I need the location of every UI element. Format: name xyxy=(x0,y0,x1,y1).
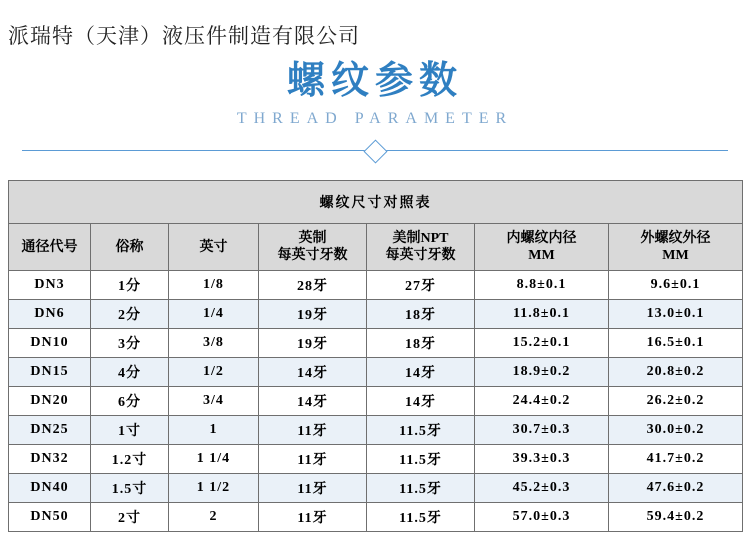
cell-bsp-tpi: 14牙 xyxy=(259,387,367,416)
cell-dn: DN10 xyxy=(9,329,91,358)
cell-npt-tpi: 11.5牙 xyxy=(367,474,475,503)
cell-inch: 2 xyxy=(169,503,259,532)
cell-common-name: 3分 xyxy=(91,329,169,358)
cell-inch: 1/8 xyxy=(169,271,259,300)
cell-inch: 3/8 xyxy=(169,329,259,358)
page-title: 螺纹参数 xyxy=(286,60,463,102)
cell-common-name: 1.5寸 xyxy=(91,474,169,503)
header-cell-3-line2: 每英寸牙数 xyxy=(277,248,348,263)
table-row xyxy=(9,329,743,358)
cell-inner-dia: 57.0±0.3 xyxy=(475,503,609,532)
cell-inner-dia: 45.2±0.3 xyxy=(475,474,609,503)
cell-inch: 1 1/2 xyxy=(169,474,259,503)
cell-inner-dia: 24.4±0.2 xyxy=(475,387,609,416)
cell-dn: DN32 xyxy=(9,445,91,474)
cell-common-name: 4分 xyxy=(91,358,169,387)
header-cell-4-line1: 美制NPT xyxy=(392,231,449,246)
table-caption: 螺纹尺寸对照表 xyxy=(9,181,743,224)
header-cell-3-line1: 英制 xyxy=(298,231,327,246)
divider-diamond-icon xyxy=(363,139,387,163)
cell-inner-dia: 39.3±0.3 xyxy=(475,445,609,474)
header-cell-0 xyxy=(9,224,91,271)
table-caption-row xyxy=(9,181,743,224)
divider xyxy=(0,140,750,162)
cell-bsp-tpi: 19牙 xyxy=(259,329,367,358)
cell-npt-tpi: 11.5牙 xyxy=(367,503,475,532)
cell-dn: DN15 xyxy=(9,358,91,387)
page-subtitle: THREAD PARAMETER xyxy=(236,110,514,127)
title-block xyxy=(0,58,750,128)
cell-common-name: 1.2寸 xyxy=(91,445,169,474)
header-cell-0-line1: 通径代号 xyxy=(21,239,78,255)
cell-npt-tpi: 27牙 xyxy=(367,271,475,300)
header-cell-5 xyxy=(475,224,609,271)
table-row xyxy=(9,387,743,416)
header-cell-6-line2: MM xyxy=(662,248,689,263)
cell-bsp-tpi: 11牙 xyxy=(259,445,367,474)
cell-npt-tpi: 18牙 xyxy=(367,300,475,329)
cell-inner-dia: 11.8±0.1 xyxy=(475,300,609,329)
cell-outer-dia: 30.0±0.2 xyxy=(609,416,743,445)
table-row xyxy=(9,271,743,300)
cell-inch: 3/4 xyxy=(169,387,259,416)
header-cell-5-line1: 内螺纹内径 xyxy=(506,231,577,246)
cell-common-name: 6分 xyxy=(91,387,169,416)
cell-outer-dia: 26.2±0.2 xyxy=(609,387,743,416)
cell-inner-dia: 8.8±0.1 xyxy=(475,271,609,300)
header-cell-6-line1: 外螺纹外径 xyxy=(640,231,711,246)
cell-inner-dia: 15.2±0.1 xyxy=(475,329,609,358)
cell-dn: DN50 xyxy=(9,503,91,532)
cell-common-name: 1分 xyxy=(91,271,169,300)
cell-npt-tpi: 18牙 xyxy=(367,329,475,358)
table-row xyxy=(9,503,743,532)
cell-dn: DN40 xyxy=(9,474,91,503)
cell-inch: 1/4 xyxy=(169,300,259,329)
cell-outer-dia: 47.6±0.2 xyxy=(609,474,743,503)
cell-bsp-tpi: 28牙 xyxy=(259,271,367,300)
header-cell-2 xyxy=(169,224,259,271)
cell-npt-tpi: 14牙 xyxy=(367,387,475,416)
cell-outer-dia: 41.7±0.2 xyxy=(609,445,743,474)
cell-outer-dia: 16.5±0.1 xyxy=(609,329,743,358)
cell-outer-dia: 59.4±0.2 xyxy=(609,503,743,532)
cell-inner-dia: 18.9±0.2 xyxy=(475,358,609,387)
cell-inch: 1 1/4 xyxy=(169,445,259,474)
cell-bsp-tpi: 14牙 xyxy=(259,358,367,387)
header-cell-1 xyxy=(91,224,169,271)
table-row xyxy=(9,300,743,329)
cell-npt-tpi: 11.5牙 xyxy=(367,445,475,474)
thread-size-table xyxy=(8,180,743,532)
cell-outer-dia: 13.0±0.1 xyxy=(609,300,743,329)
cell-outer-dia: 9.6±0.1 xyxy=(609,271,743,300)
table-row xyxy=(9,416,743,445)
header-cell-3 xyxy=(259,224,367,271)
company-name: 派瑞特（天津）液压件制造有限公司 xyxy=(8,25,360,48)
cell-outer-dia: 20.8±0.2 xyxy=(609,358,743,387)
cell-npt-tpi: 14牙 xyxy=(367,358,475,387)
header-cell-4 xyxy=(367,224,475,271)
header-cell-1-line1: 俗称 xyxy=(115,239,144,255)
cell-dn: DN20 xyxy=(9,387,91,416)
cell-bsp-tpi: 11牙 xyxy=(259,416,367,445)
table-row xyxy=(9,358,743,387)
cell-bsp-tpi: 19牙 xyxy=(259,300,367,329)
cell-inch: 1/2 xyxy=(169,358,259,387)
cell-npt-tpi: 11.5牙 xyxy=(367,416,475,445)
cell-dn: DN25 xyxy=(9,416,91,445)
header-cell-5-line2: MM xyxy=(528,248,555,263)
table-row xyxy=(9,445,743,474)
cell-common-name: 2分 xyxy=(91,300,169,329)
cell-common-name: 1寸 xyxy=(91,416,169,445)
cell-inch: 1 xyxy=(169,416,259,445)
cell-inner-dia: 30.7±0.3 xyxy=(475,416,609,445)
table-header-row xyxy=(9,224,743,271)
cell-common-name: 2寸 xyxy=(91,503,169,532)
header-cell-2-line1: 英寸 xyxy=(199,239,228,255)
header-cell-6 xyxy=(609,224,743,271)
cell-dn: DN3 xyxy=(9,271,91,300)
cell-bsp-tpi: 11牙 xyxy=(259,503,367,532)
cell-bsp-tpi: 11牙 xyxy=(259,474,367,503)
header-cell-4-line2: 每英寸牙数 xyxy=(385,248,456,263)
table-row xyxy=(9,474,743,503)
cell-dn: DN6 xyxy=(9,300,91,329)
